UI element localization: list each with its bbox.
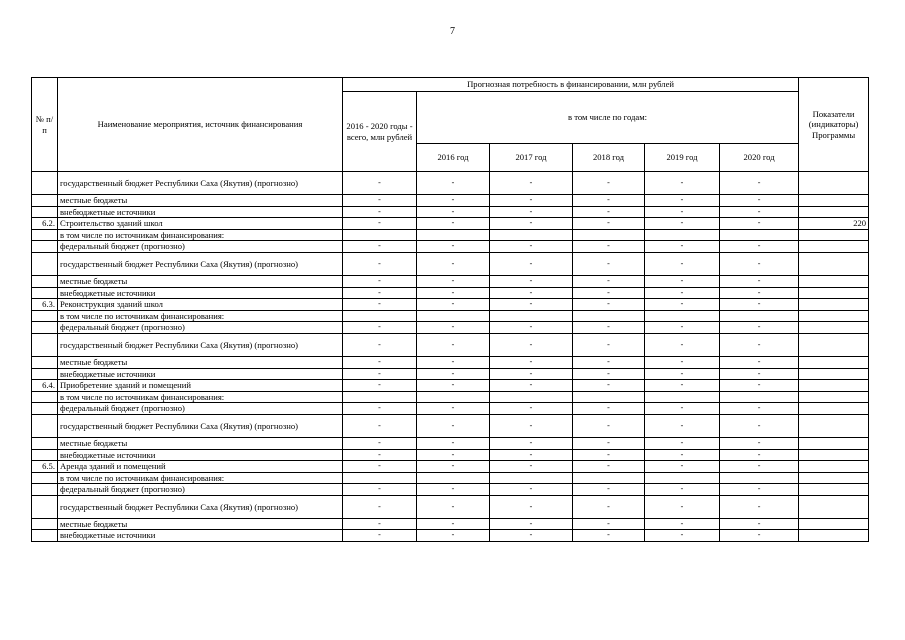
row-number <box>32 356 58 368</box>
row-name: Аренда зданий и помещений <box>58 461 343 473</box>
row-year-value: - <box>573 252 645 275</box>
row-year-value: - <box>573 484 645 496</box>
row-indicator <box>799 368 869 380</box>
row-number <box>32 322 58 334</box>
row-total-value: - <box>343 518 417 530</box>
row-year-value <box>573 229 645 241</box>
table-row <box>32 275 869 287</box>
row-number <box>32 518 58 530</box>
row-year-value: - <box>490 530 573 542</box>
row-year-value: - <box>490 403 573 415</box>
row-number <box>32 449 58 461</box>
row-total-value: - <box>343 380 417 392</box>
row-number <box>32 472 58 484</box>
row-year-value <box>417 310 490 322</box>
row-year-value: - <box>645 437 720 449</box>
table-row <box>32 322 869 334</box>
row-year-value <box>417 472 490 484</box>
row-indicator <box>799 287 869 299</box>
row-number <box>32 172 58 195</box>
table-row <box>32 414 869 437</box>
table-row <box>32 368 869 380</box>
row-year-value: - <box>720 380 799 392</box>
row-year-value: - <box>720 368 799 380</box>
row-year-value: - <box>645 241 720 253</box>
row-year-value: - <box>573 241 645 253</box>
row-year-value: - <box>645 380 720 392</box>
row-indicator <box>799 437 869 449</box>
row-year-value: - <box>720 449 799 461</box>
row-year-value: - <box>573 206 645 218</box>
row-year-value: - <box>490 380 573 392</box>
row-year-value: - <box>417 380 490 392</box>
row-year-value: - <box>573 437 645 449</box>
row-year-value: - <box>645 322 720 334</box>
row-number <box>32 287 58 299</box>
row-indicator <box>799 391 869 403</box>
row-year-value <box>645 391 720 403</box>
row-indicator <box>799 484 869 496</box>
row-total-value: - <box>343 241 417 253</box>
row-year-value: - <box>417 172 490 195</box>
row-name: федеральный бюджет (прогнозно) <box>58 241 343 253</box>
row-total-value: - <box>343 333 417 356</box>
row-name: местные бюджеты <box>58 356 343 368</box>
row-name: государственный бюджет Республики Саха (Якутия) (прогнозно) <box>58 495 343 518</box>
row-number <box>32 437 58 449</box>
table-row <box>32 356 869 368</box>
row-number <box>32 275 58 287</box>
row-total-value: - <box>343 299 417 311</box>
row-indicator <box>799 333 869 356</box>
row-name: государственный бюджет Республики Саха (Якутия) (прогнозно) <box>58 333 343 356</box>
header-total: 2016 - 2020 годы - всего, млн рублей <box>343 92 417 172</box>
row-year-value: - <box>573 495 645 518</box>
row-name: местные бюджеты <box>58 437 343 449</box>
table-row <box>32 391 869 403</box>
row-year-value <box>490 472 573 484</box>
row-year-value: - <box>720 518 799 530</box>
row-name: государственный бюджет Республики Саха (Якутия) (прогнозно) <box>58 252 343 275</box>
row-year-value <box>417 229 490 241</box>
row-year-value: - <box>573 518 645 530</box>
table-row <box>32 252 869 275</box>
row-year-value: - <box>720 218 799 230</box>
row-name: внебюджетные источники <box>58 368 343 380</box>
row-name: внебюджетные источники <box>58 449 343 461</box>
row-year-value: - <box>417 461 490 473</box>
row-indicator: 220 <box>799 218 869 230</box>
row-year-value: - <box>417 206 490 218</box>
row-name: федеральный бюджет (прогнозно) <box>58 322 343 334</box>
row-year-value: - <box>490 461 573 473</box>
row-total-value: - <box>343 495 417 518</box>
table-row <box>32 310 869 322</box>
row-year-value <box>720 472 799 484</box>
row-year-value: - <box>490 172 573 195</box>
row-year-value: - <box>645 414 720 437</box>
header-indicators: Показатели (индикаторы) Программы <box>799 78 869 172</box>
row-year-value: - <box>417 322 490 334</box>
row-year-value: - <box>573 449 645 461</box>
row-year-value: - <box>490 287 573 299</box>
row-name: федеральный бюджет (прогнозно) <box>58 403 343 415</box>
row-year-value: - <box>645 299 720 311</box>
row-year-value <box>573 310 645 322</box>
row-year-value: - <box>573 172 645 195</box>
row-number <box>32 530 58 542</box>
row-year-value: - <box>720 322 799 334</box>
row-name: местные бюджеты <box>58 195 343 207</box>
row-year-value: - <box>417 252 490 275</box>
table-row <box>32 229 869 241</box>
page-number: 7 <box>450 26 455 37</box>
row-year-value: - <box>490 333 573 356</box>
row-name: внебюджетные источники <box>58 206 343 218</box>
row-number: 6.3. <box>32 299 58 311</box>
row-indicator <box>799 449 869 461</box>
table-row <box>32 299 869 311</box>
row-year-value: - <box>490 484 573 496</box>
row-year-value: - <box>645 461 720 473</box>
row-year-value: - <box>490 518 573 530</box>
row-number: 6.4. <box>32 380 58 392</box>
row-total-value: - <box>343 484 417 496</box>
row-year-value: - <box>720 530 799 542</box>
row-year-value: - <box>645 403 720 415</box>
row-indicator <box>799 414 869 437</box>
table-row <box>32 380 869 392</box>
row-indicator <box>799 275 869 287</box>
header-year: 2019 год <box>645 144 720 172</box>
row-year-value: - <box>417 484 490 496</box>
row-year-value: - <box>490 252 573 275</box>
row-year-value: - <box>573 218 645 230</box>
row-year-value: - <box>720 195 799 207</box>
row-year-value: - <box>720 299 799 311</box>
row-year-value: - <box>417 518 490 530</box>
row-year-value: - <box>645 206 720 218</box>
row-year-value: - <box>417 299 490 311</box>
row-year-value: - <box>417 414 490 437</box>
table-row <box>32 484 869 496</box>
table-row <box>32 206 869 218</box>
row-indicator <box>799 206 869 218</box>
row-number <box>32 495 58 518</box>
row-indicator <box>799 310 869 322</box>
row-year-value: - <box>573 333 645 356</box>
row-number <box>32 403 58 415</box>
row-total-value: - <box>343 287 417 299</box>
row-year-value <box>490 229 573 241</box>
row-total-value: - <box>343 414 417 437</box>
row-number <box>32 310 58 322</box>
row-indicator <box>799 518 869 530</box>
row-year-value: - <box>417 333 490 356</box>
header-name: Наименование мероприятия, источник финансирования <box>58 78 343 172</box>
row-year-value: - <box>645 530 720 542</box>
row-year-value: - <box>490 356 573 368</box>
table-row <box>32 287 869 299</box>
row-name: в том числе по источникам финансирования: <box>58 472 343 484</box>
row-name: в том числе по источникам финансирования: <box>58 229 343 241</box>
row-year-value: - <box>645 368 720 380</box>
row-year-value: - <box>417 241 490 253</box>
row-total-value: - <box>343 172 417 195</box>
row-total-value: - <box>343 437 417 449</box>
row-indicator <box>799 380 869 392</box>
row-number <box>32 391 58 403</box>
row-year-value: - <box>645 484 720 496</box>
row-total-value <box>343 472 417 484</box>
row-indicator <box>799 495 869 518</box>
row-year-value: - <box>417 287 490 299</box>
row-total-value: - <box>343 368 417 380</box>
row-year-value: - <box>645 252 720 275</box>
row-year-value: - <box>490 322 573 334</box>
row-year-value: - <box>490 195 573 207</box>
row-total-value: - <box>343 530 417 542</box>
row-total-value: - <box>343 252 417 275</box>
row-year-value: - <box>490 275 573 287</box>
row-year-value: - <box>417 195 490 207</box>
row-total-value <box>343 229 417 241</box>
row-name: в том числе по источникам финансирования: <box>58 391 343 403</box>
row-indicator <box>799 356 869 368</box>
header-year: 2017 год <box>490 144 573 172</box>
row-year-value <box>645 472 720 484</box>
row-indicator <box>799 472 869 484</box>
row-name: федеральный бюджет (прогнозно) <box>58 484 343 496</box>
row-year-value: - <box>720 241 799 253</box>
row-year-value <box>490 310 573 322</box>
row-name: в том числе по источникам финансирования: <box>58 310 343 322</box>
row-total-value <box>343 310 417 322</box>
row-year-value: - <box>645 356 720 368</box>
header-forecast: Прогнозная потребность в финансировании, млн рублей <box>343 78 799 92</box>
header-by-years: в том числе по годам: <box>417 92 799 144</box>
row-year-value: - <box>573 403 645 415</box>
row-indicator <box>799 530 869 542</box>
row-year-value: - <box>645 218 720 230</box>
row-year-value: - <box>490 206 573 218</box>
row-year-value: - <box>573 356 645 368</box>
header-year: 2018 год <box>573 144 645 172</box>
table-row <box>32 472 869 484</box>
row-year-value: - <box>645 195 720 207</box>
row-total-value: - <box>343 195 417 207</box>
row-total-value: - <box>343 218 417 230</box>
table-row <box>32 195 869 207</box>
row-year-value: - <box>720 172 799 195</box>
row-indicator <box>799 195 869 207</box>
row-indicator <box>799 172 869 195</box>
row-year-value <box>573 391 645 403</box>
row-year-value: - <box>720 275 799 287</box>
row-year-value: - <box>417 356 490 368</box>
row-year-value: - <box>720 206 799 218</box>
row-indicator <box>799 299 869 311</box>
row-year-value: - <box>720 414 799 437</box>
row-year-value <box>417 391 490 403</box>
row-year-value: - <box>720 356 799 368</box>
row-year-value <box>720 310 799 322</box>
row-total-value: - <box>343 403 417 415</box>
row-indicator <box>799 403 869 415</box>
row-year-value: - <box>417 530 490 542</box>
row-number <box>32 195 58 207</box>
row-year-value: - <box>720 484 799 496</box>
row-name: Строительство зданий школ <box>58 218 343 230</box>
row-total-value: - <box>343 449 417 461</box>
row-number: 6.2. <box>32 218 58 230</box>
row-total-value: - <box>343 461 417 473</box>
row-year-value: - <box>645 495 720 518</box>
row-year-value: - <box>573 380 645 392</box>
row-year-value: - <box>645 518 720 530</box>
table-row <box>32 437 869 449</box>
row-number <box>32 484 58 496</box>
row-number: 6.5. <box>32 461 58 473</box>
row-year-value: - <box>720 287 799 299</box>
row-year-value: - <box>573 368 645 380</box>
row-year-value <box>573 472 645 484</box>
row-number <box>32 333 58 356</box>
row-number <box>32 241 58 253</box>
row-year-value: - <box>490 218 573 230</box>
row-year-value: - <box>417 368 490 380</box>
row-name: Приобретение зданий и помещений <box>58 380 343 392</box>
row-number <box>32 229 58 241</box>
table-row <box>32 403 869 415</box>
row-year-value: - <box>417 449 490 461</box>
row-year-value: - <box>490 495 573 518</box>
table-row <box>32 449 869 461</box>
row-year-value: - <box>490 414 573 437</box>
table-row <box>32 518 869 530</box>
row-total-value: - <box>343 275 417 287</box>
row-year-value: - <box>490 299 573 311</box>
row-year-value: - <box>417 403 490 415</box>
row-year-value <box>645 229 720 241</box>
row-year-value <box>720 391 799 403</box>
row-indicator <box>799 241 869 253</box>
row-name: местные бюджеты <box>58 275 343 287</box>
row-name: внебюджетные источники <box>58 530 343 542</box>
row-year-value: - <box>573 414 645 437</box>
row-year-value: - <box>645 449 720 461</box>
row-year-value: - <box>720 403 799 415</box>
row-indicator <box>799 252 869 275</box>
row-year-value: - <box>417 437 490 449</box>
table-row <box>32 172 869 195</box>
row-year-value: - <box>720 495 799 518</box>
table-row <box>32 218 869 230</box>
table-row <box>32 530 869 542</box>
row-name: Реконструкция зданий школ <box>58 299 343 311</box>
row-number <box>32 206 58 218</box>
financing-table <box>31 77 869 542</box>
row-year-value: - <box>490 368 573 380</box>
row-year-value: - <box>645 333 720 356</box>
row-year-value: - <box>720 333 799 356</box>
row-name: внебюджетные источники <box>58 287 343 299</box>
header-year: 2020 год <box>720 144 799 172</box>
row-number <box>32 368 58 380</box>
row-year-value: - <box>573 461 645 473</box>
header-number: № п/п <box>32 78 58 172</box>
row-total-value: - <box>343 322 417 334</box>
row-year-value: - <box>645 287 720 299</box>
row-year-value: - <box>720 437 799 449</box>
table-row <box>32 461 869 473</box>
row-name: местные бюджеты <box>58 518 343 530</box>
row-year-value: - <box>720 252 799 275</box>
row-year-value: - <box>490 241 573 253</box>
row-indicator <box>799 322 869 334</box>
row-year-value: - <box>490 449 573 461</box>
table-body <box>32 172 869 542</box>
row-year-value <box>490 391 573 403</box>
row-year-value: - <box>573 287 645 299</box>
row-year-value: - <box>417 275 490 287</box>
row-total-value: - <box>343 206 417 218</box>
row-year-value: - <box>573 322 645 334</box>
row-total-value: - <box>343 356 417 368</box>
row-name: государственный бюджет Республики Саха (Якутия) (прогнозно) <box>58 414 343 437</box>
row-year-value: - <box>490 437 573 449</box>
row-year-value <box>645 310 720 322</box>
row-year-value <box>720 229 799 241</box>
row-indicator <box>799 229 869 241</box>
row-indicator <box>799 461 869 473</box>
row-year-value: - <box>573 530 645 542</box>
row-year-value: - <box>573 299 645 311</box>
row-year-value: - <box>573 275 645 287</box>
row-number <box>32 252 58 275</box>
table-row <box>32 241 869 253</box>
row-number <box>32 414 58 437</box>
row-year-value: - <box>720 461 799 473</box>
row-year-value: - <box>573 195 645 207</box>
table-row <box>32 495 869 518</box>
row-name: государственный бюджет Республики Саха (Якутия) (прогнозно) <box>58 172 343 195</box>
row-year-value: - <box>645 275 720 287</box>
header-year: 2016 год <box>417 144 490 172</box>
row-year-value: - <box>645 172 720 195</box>
row-total-value <box>343 391 417 403</box>
table-row <box>32 333 869 356</box>
table-header <box>32 78 869 172</box>
row-year-value: - <box>417 218 490 230</box>
row-year-value: - <box>417 495 490 518</box>
